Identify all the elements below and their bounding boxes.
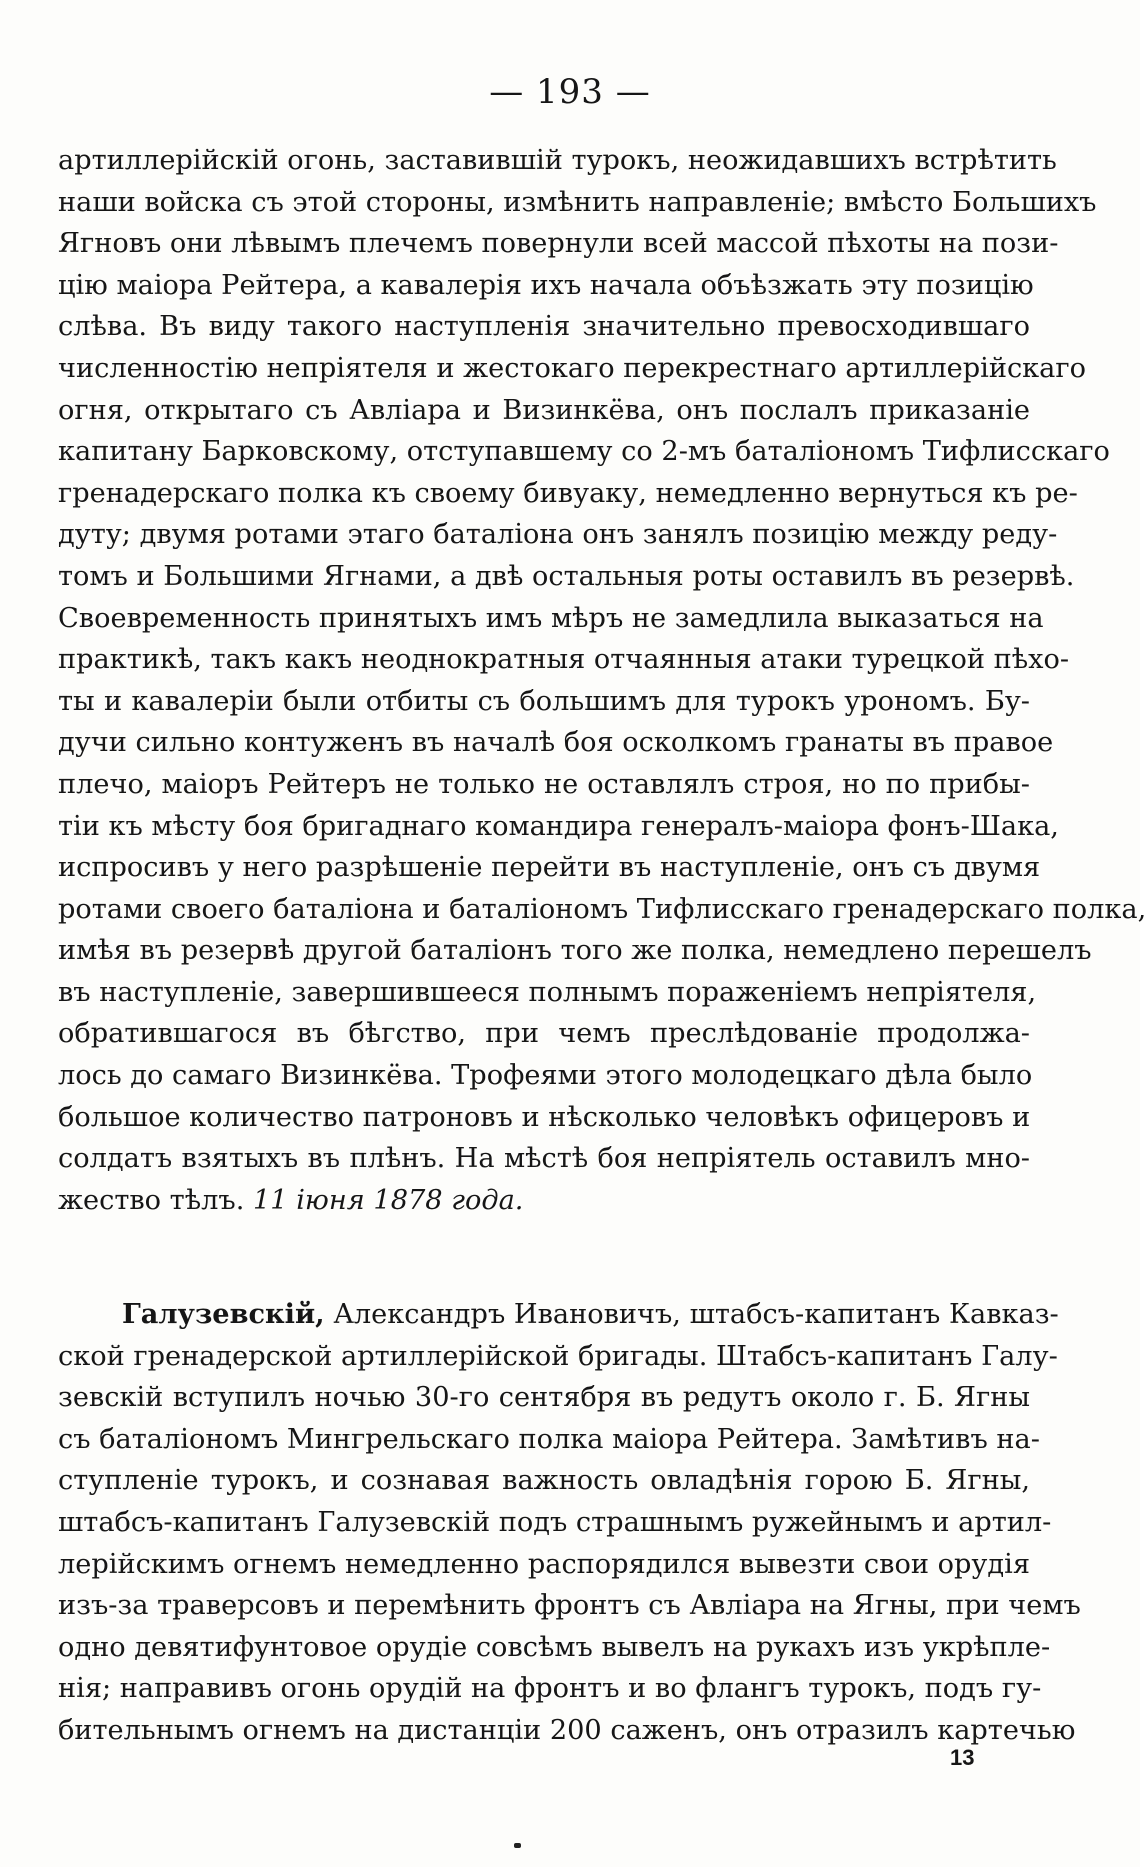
ink-dot (514, 1843, 521, 1848)
text-line: лерійскимъ огнемъ немедленно распорядился вывезти свои орудія (58, 1548, 1030, 1580)
page-number: — 193 — (489, 72, 651, 112)
closing-text: жество тѣлъ. (58, 1184, 245, 1216)
text-line: нія; направивъ огонь орудій на фронтъ и во флангъ турокъ, подъ гу- (58, 1673, 1042, 1705)
text-line: тіи къ мѣсту боя бригаднаго командира генералъ-маіора фонъ-Шака, (58, 810, 1059, 842)
entry-galuzevsky (58, 1294, 1081, 1752)
entry-heading-line (58, 1294, 1059, 1336)
text-line: солдатъ взятыхъ въ плѣнъ. На мѣстѣ боя непріятель оставилъ мно- (58, 1143, 1030, 1175)
text-line: бительнымъ огнемъ на дистанціи 200 саженъ, онъ отразилъ картечью (58, 1714, 1076, 1746)
text-line: слѣва. Въ виду такого наступленія значительно превосходившаго (58, 311, 1030, 343)
text-line: ротами своего баталіона и баталіономъ Тифлисскаго гренадерскаго полка, (58, 893, 1146, 925)
text-line: огня, открытаго съ Авліара и Визинкёва, онъ послалъ приказаніе (58, 394, 1030, 426)
text-line: обратившагося въ бѣгство, при чемъ преслѣдованіе продолжа- (58, 1018, 1030, 1050)
text-line: гренадерскаго полка къ своему бивуаку, немедленно вернуться къ ре- (58, 477, 1078, 509)
text-line: капитану Барковскому, отступавшему со 2-мъ баталіономъ Тифлисскаго (58, 436, 1110, 468)
entry-reiter (58, 140, 1146, 1221)
signature-mark: 13 (950, 1745, 975, 1770)
entry-name: Галузевскій, (122, 1298, 325, 1330)
text-line: большое количество патроновъ и нѣсколько человѣкъ офицеровъ и (58, 1101, 1031, 1133)
text-line: лось до самаго Визинкёва. Трофеями этого молодецкаго дѣла было (58, 1060, 1033, 1092)
text-line: томъ и Большими Ягнами, а двѣ остальныя роты оставилъ въ резервѣ. (58, 560, 1075, 592)
entry-date: 11 іюня 1878 года. (253, 1184, 524, 1216)
text-line: дучи сильно контуженъ въ началѣ боя осколкомъ гранаты въ правое (58, 727, 1054, 759)
text-line: ской гренадерской артиллерійской бригады. Штабсъ-капитанъ Галу- (58, 1340, 1058, 1372)
text-line: ты и кавалеріи были отбиты съ большимъ для турокъ урономъ. Бу- (58, 685, 1030, 717)
text-line: одно девятифунтовое орудіе совсѣмъ вывелъ на рукахъ изъ укрѣпле- (58, 1631, 1051, 1663)
text-line: зевскій вступилъ ночью 30-го сентября въ редутъ около г. Б. Ягны (58, 1382, 1030, 1414)
text-line: численностію непріятеля и жестокаго перекрестнаго артиллерійскаго (58, 352, 1087, 384)
text-line: Своевременность принятыхъ имъ мѣръ не замедлила выказаться на (58, 602, 1044, 634)
text-line: испросивъ у него разрѣшеніе перейти въ наступленіе, онъ съ двумя (58, 852, 1041, 884)
text-line: артиллерійскій огонь, заставившій турокъ, неожидавшихъ встрѣтить (58, 145, 1057, 176)
text-line: наши войска съ этой стороны, измѣнить направленіе; вмѣсто Большихъ (58, 186, 1097, 218)
text-line: Ягновъ они лѣвымъ плечемъ повернули всей массой пѣхоты на пози- (58, 228, 1059, 260)
text-line: плечо, маіоръ Рейтеръ не только не оставлялъ строя, но по прибы- (58, 768, 1030, 800)
text-line: съ баталіономъ Мингрельскаго полка маіора Рейтера. Замѣтивъ на- (58, 1423, 1040, 1455)
text-line-last (58, 1180, 1030, 1222)
text-line: въ наступленіе, завершившееся полнымъ пораженіемъ непріятеля, (58, 976, 1037, 1008)
text-line: практикѣ, такъ какъ неоднократныя отчаянныя атаки турецкой пѣхо- (58, 644, 1070, 676)
text-line: штабсъ-капитанъ Галузевскій подъ страшнымъ ружейнымъ и артил- (58, 1506, 1052, 1538)
text-line: изъ-за траверсовъ и перемѣнить фронтъ съ Авліара на Ягны, при чемъ (58, 1590, 1081, 1622)
text-line: дуту; двумя ротами этаго баталіона онъ занялъ позицію между реду- (58, 519, 1058, 551)
text-line: имѣя въ резервѣ другой баталіонъ того же полка, немедлено перешелъ (58, 935, 1092, 967)
text-line: цію маіора Рейтера, а кавалерія ихъ начала объѣзжать эту позицію (58, 269, 1034, 301)
text-line: ступленіе турокъ, и сознавая важность овладѣнія горою Б. Ягны, (58, 1465, 1030, 1497)
entry-intro: Александръ Ивановичъ, штабсъ-капитанъ Кавказ- (333, 1299, 1059, 1330)
